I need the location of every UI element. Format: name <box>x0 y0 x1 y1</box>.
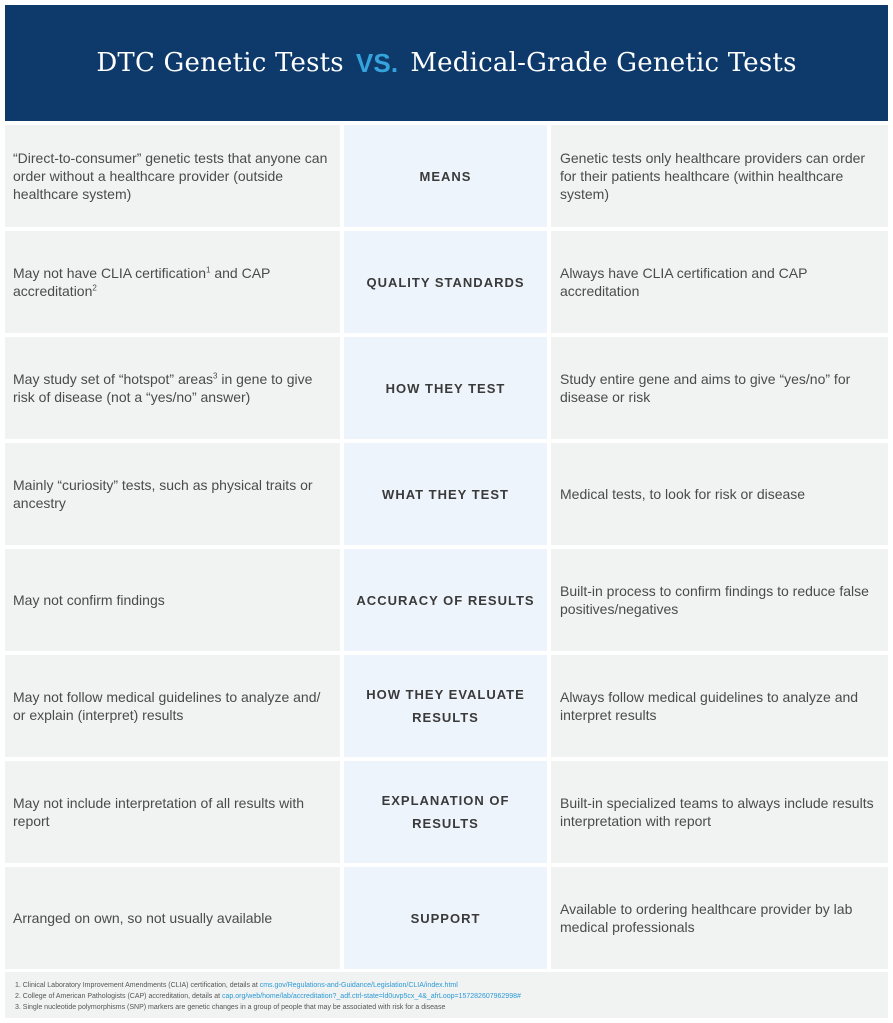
footnote-ref: 1 <box>206 265 211 275</box>
category-cell: MEANS <box>344 125 547 227</box>
category-cell: QUALITY STANDARDS <box>344 231 547 333</box>
dtc-cell <box>5 231 340 333</box>
table-row <box>5 867 888 969</box>
category-cell: EXPLANATION OF RESULTS <box>344 761 547 863</box>
footnote-3: 3. Single nucleotide polymorphisms (SNP) markers are genetic changes in a group of people that may be associated with risk for a disease <box>15 1004 446 1011</box>
footnote-ref: 3 <box>212 371 218 381</box>
title-dtc: DTC Genetic Tests <box>96 48 344 78</box>
category-cell: HOW THEY TEST <box>344 337 547 439</box>
category-cell: ACCURACY OF RESULTS <box>344 549 547 651</box>
medical-cell: Medical tests, to look for risk or disease <box>551 443 888 545</box>
dtc-cell: Arranged on own, so not usually available <box>5 867 340 969</box>
medical-cell: Always follow medical guidelines to analyze and interpret results <box>551 655 888 757</box>
category-cell: WHAT THEY TEST <box>344 443 547 545</box>
dtc-cell: “Direct-to-consumer” genetic tests that anyone can order without a healthcare provider (outside healthcare system) <box>5 125 340 227</box>
footnote-link[interactable]: cap.org/web/home/lab/accreditation?_adf.ctrl-state=ld0uvp5cx_4&_afrLoop=157282607962998# <box>222 993 521 1000</box>
footnote-ref: 2 <box>92 283 97 293</box>
table-row <box>5 443 888 545</box>
footnote-link[interactable]: cms.gov/Regulations-and-Guidance/Legislation/CLIA/index.html <box>259 982 458 989</box>
page-title <box>5 5 888 121</box>
dtc-text: and CAP accreditation <box>13 265 271 299</box>
dtc-text: May study set of “hotspot” areas <box>13 371 213 387</box>
medical-cell: Always have CLIA certification and CAP accreditation <box>551 231 888 333</box>
title-medical: Medical-Grade Genetic Tests <box>410 48 797 78</box>
dtc-cell <box>5 337 340 439</box>
category-cell: SUPPORT <box>344 867 547 969</box>
table-row <box>5 761 888 863</box>
title-vs: VS. <box>355 47 399 78</box>
footnotes <box>5 972 888 1018</box>
table-row <box>5 125 888 227</box>
dtc-text: in gene to give risk of disease (not a “yes/no” answer) <box>13 371 313 405</box>
medical-cell: Available to ordering healthcare provider by lab medical professionals <box>551 867 888 969</box>
medical-cell: Study entire gene and aims to give “yes/no” for disease or risk <box>551 337 888 439</box>
medical-cell: Built-in process to confirm findings to reduce false positives/negatives <box>551 549 888 651</box>
dtc-text: May not have CLIA certification <box>13 265 206 281</box>
dtc-cell: May not confirm findings <box>5 549 340 651</box>
dtc-cell: May not include interpretation of all results with report <box>5 761 340 863</box>
medical-cell: Genetic tests only healthcare providers can order for their patients healthcare (within healthcare system) <box>551 125 888 227</box>
footnote-2: 2. College of American Pathologists (CAP) accreditation, details at cap.org/web/home/lab/accreditation?_adf.ctrl-state=ld0uvp5cx_4&_afrLoop=157282607962998# <box>15 993 521 1000</box>
table-row <box>5 549 888 651</box>
medical-cell: Built-in specialized teams to always include results interpretation with report <box>551 761 888 863</box>
dtc-cell: Mainly “curiosity” tests, such as physical traits or ancestry <box>5 443 340 545</box>
dtc-cell: May not follow medical guidelines to analyze and/ or explain (interpret) results <box>5 655 340 757</box>
category-cell: HOW THEY EVALUATE RESULTS <box>344 655 547 757</box>
footnote-1: 1. Clinical Laboratory Improvement Amendments (CLIA) certification, details at cms.gov/Regulations-and-Guidance/Legislation/CLIA/index.html <box>15 982 458 989</box>
table-row <box>5 655 888 757</box>
table-row <box>5 337 888 439</box>
comparison-table <box>5 125 888 973</box>
table-row <box>5 231 888 333</box>
